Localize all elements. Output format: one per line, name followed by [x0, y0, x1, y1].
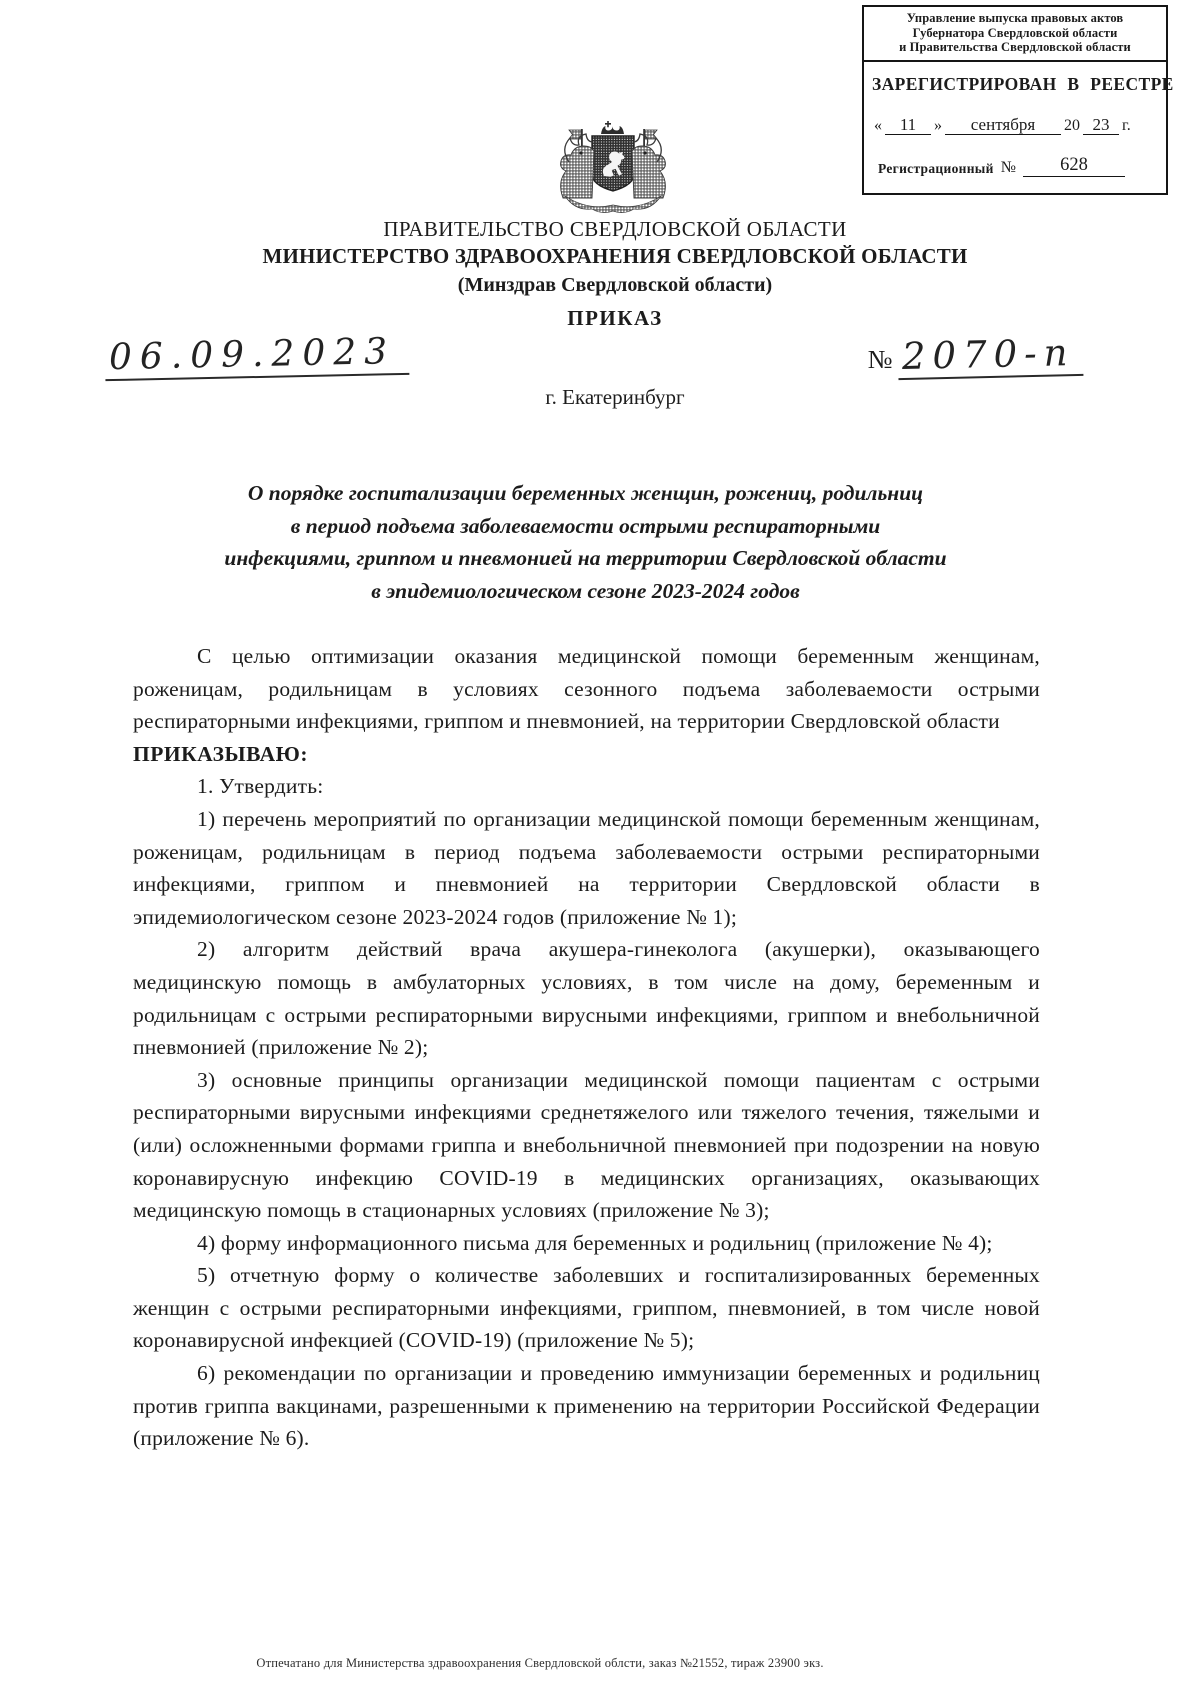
subitem-3: 3) основные принципы организации медицинской помощи пациентам с острыми респираторными вирусными инфекциями среднетяжелого или тяжелого течения, тяжелыми и (или) осложненными формами гриппа и внебольничной пневмонией при подозрении на новую коронавирусную инфекцию COVID-19 в медицинских организациях, оказывающих медицинскую помощь в стационарных условиях (приложение № 3);	[133, 1067, 1040, 1223]
stamp-reg-label: Регистрационный	[878, 161, 994, 177]
handwritten-date: 06.09.2023	[105, 334, 410, 381]
order-title-line-4: в эпидемиологическом сезоне 2023-2024 годов	[371, 578, 800, 603]
stamp-quote-open: «	[874, 117, 882, 135]
stamp-registered-title: ЗАРЕГИСТРИРОВАН В РЕЕСТРЕ	[872, 73, 1174, 94]
intro-paragraph: С целью оптимизации оказания медицинской помощи беременным женщинам, роженицам, родильницам в условиях сезонного подъема заболеваемости острыми респираторными инфекциями, гриппом и пневмонией, на территории Свердловской области	[133, 644, 1040, 734]
subitem-1: 1) перечень мероприятий по организации медицинской помощи беременным женщинам, роженицам, родильницам в период подъема заболеваемости острыми респираторными инфекциями, гриппом и пневмонией на территории Свердловской области в эпидемиологическом сезоне 2023-2024 годов (приложение № 1);	[133, 806, 1040, 929]
registry-stamp	[862, 5, 1174, 195]
order-number-group	[867, 331, 1082, 378]
stamp-reg-number: 628	[1023, 155, 1125, 177]
print-footer: Отпечатано для Министерства здравоохранения Свердловской облсти, заказ №21552, тираж 23900 экз.	[256, 1656, 824, 1670]
city-line: г. Екатеринбург	[545, 385, 685, 409]
stamp-year-value: 23	[1083, 115, 1119, 136]
document-header	[30, 217, 1200, 331]
stamp-office-line-1: Управление выпуска правовых актов	[906, 11, 1124, 25]
subitem-5: 5) отчетную форму о количестве заболевших и госпитализированных беременных женщин с острыми респираторными инфекциями, гриппом, пневмонией, в том числе новой коронавирусной инфекцией (COVID-19) (приложение № 5);	[133, 1263, 1040, 1353]
date-number-row	[105, 331, 1082, 379]
order-title-line-1: О порядке госпитализации беременных женщин, рожениц, родильниц	[247, 481, 924, 505]
government-line: ПРАВИТЕЛЬСТВО СВЕРДЛОВСКОЙ ОБЛАСТИ	[383, 217, 847, 241]
stamp-office-line-3: и Правительства Свердловской области	[899, 40, 1131, 54]
stamp-reg-no-sign: №	[1000, 159, 1016, 177]
stamp-month-value: сентября	[945, 115, 1061, 136]
order-body	[133, 640, 1040, 1455]
order-title	[133, 477, 1038, 607]
stamp-year-unit: г.	[1122, 117, 1131, 135]
order-title-line-3: инфекциями, гриппом и пневмонией на территории Свердловской области	[224, 546, 947, 570]
ministry-line: МИНИСТЕРСТВО ЗДРАВООХРАНЕНИЯ СВЕРДЛОВСКОЙ ОБЛАСТИ	[262, 244, 968, 268]
handwritten-order-number: 2070-п	[897, 334, 1082, 380]
stamp-body	[864, 62, 1174, 194]
subitem-6: 6) рекомендации по организации и проведению иммунизации беременных и родильниц против гриппа вакцинами, разрешенными к применению на территории Российской Федерации (приложение № 6).	[133, 1361, 1040, 1451]
stamp-date-line	[872, 115, 1158, 136]
subitem-4: 4) форму информационного письма для беременных и родильниц (приложение № 4);	[197, 1230, 993, 1255]
coat-of-arms-icon	[543, 120, 683, 214]
ministry-short-line: (Минздрав Свердловской области)	[457, 274, 773, 296]
stamp-registration-line	[872, 155, 1158, 177]
prikazyvayu-line: ПРИКАЗЫВАЮ:	[133, 741, 309, 766]
document-type-label: ПРИКАЗ	[567, 306, 663, 330]
stamp-office-line-2: Губернатора Свердловской области	[912, 25, 1118, 40]
stamp-day-value: 11	[885, 115, 931, 136]
order-title-line-2: в период подъема заболеваемости острыми респираторными	[290, 513, 881, 538]
point-1-approve: 1. Утвердить:	[197, 774, 324, 799]
stamp-year-prefix: 20	[1064, 117, 1080, 135]
stamp-quote-close: »	[934, 117, 942, 135]
stamp-office-block	[864, 7, 1166, 62]
number-sign: №	[867, 345, 893, 374]
subitem-2: 2) алгоритм действий врача акушера-гинеколога (акушерки), оказывающего медицинскую помощь в амбулаторных условиях, в том числе на дому, беременным и родильницам с острыми респираторными вирусными инфекциями, гриппом и внебольничной пневмонией (приложение № 2);	[133, 937, 1040, 1060]
